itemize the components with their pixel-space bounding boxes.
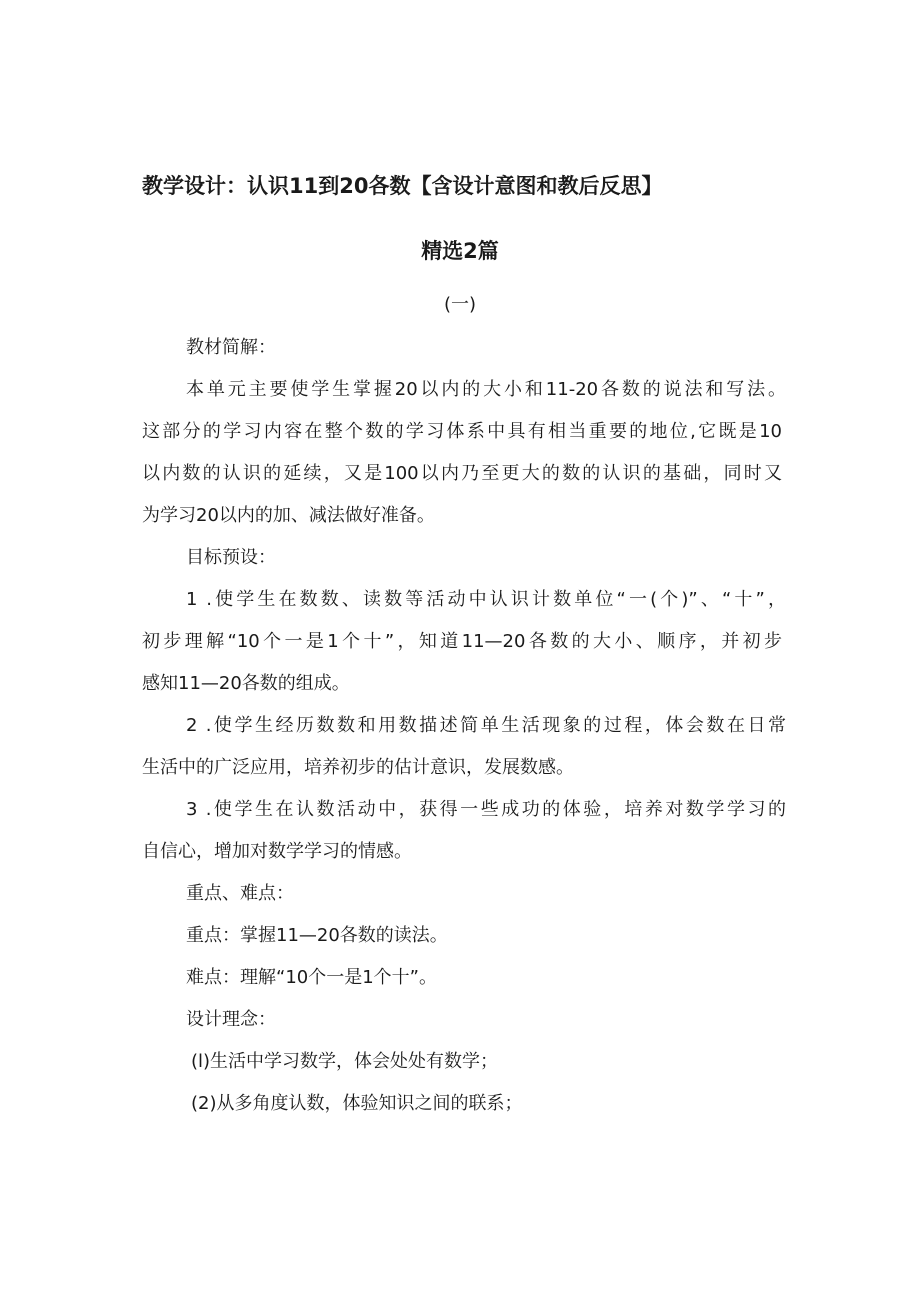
document-title: 教学设计：认识11到20各数【含设计意图和教后反思】 <box>142 174 663 198</box>
heading-key-points: 重点、难点： <box>186 883 294 904</box>
goal-line: 生活中的广泛应用，培养初步的估计意识，发展数感。 <box>142 757 574 778</box>
goal-line: 自信心，增加对数学学习的情感。 <box>142 841 412 862</box>
concept-line: (2)从多角度认数，体验知识之间的联系； <box>191 1093 523 1114</box>
key-point-line: 重点：掌握11—20各数的读法。 <box>186 925 448 946</box>
paragraph-line: 为学习20以内的加、减法做好准备。 <box>142 505 435 526</box>
section-number: (一) <box>443 294 477 315</box>
heading-design-concept: 设计理念： <box>186 1009 276 1030</box>
goal-line: 1 .使学生在数数、读数等活动中认识计数单位“一(个)”、“十”， <box>186 589 786 610</box>
heading-goals: 目标预设： <box>186 547 276 568</box>
paragraph-line: 本单元主要使学生掌握20以内的大小和11-20各数的说法和写法。 <box>186 379 786 400</box>
goal-line: 初步理解“10个一是1个十”，知道11—20各数的大小、顺序，并初步 <box>142 631 782 652</box>
goal-line: 3 .使学生在认数活动中，获得一些成功的体验，培养对数学学习的 <box>186 799 786 820</box>
paragraph-line: 以内数的认识的延续，又是100以内乃至更大的数的认识的基础，同时又 <box>142 463 782 484</box>
concept-line: (l)生活中学习数学，体会处处有数学； <box>191 1051 499 1072</box>
goal-line: 感知11—20各数的组成。 <box>142 673 350 694</box>
goal-line: 2 .使学生经历数数和用数描述简单生活现象的过程，体会数在日常 <box>186 715 786 736</box>
document-subtitle: 精选2篇 <box>421 239 499 263</box>
paragraph-line: 这部分的学习内容在整个数的学习体系中具有相当重要的地位,它既是10 <box>142 421 782 442</box>
difficulty-line: 难点：理解“10个一是1个十”。 <box>186 967 438 988</box>
heading-material-summary: 教材简解： <box>186 337 276 358</box>
